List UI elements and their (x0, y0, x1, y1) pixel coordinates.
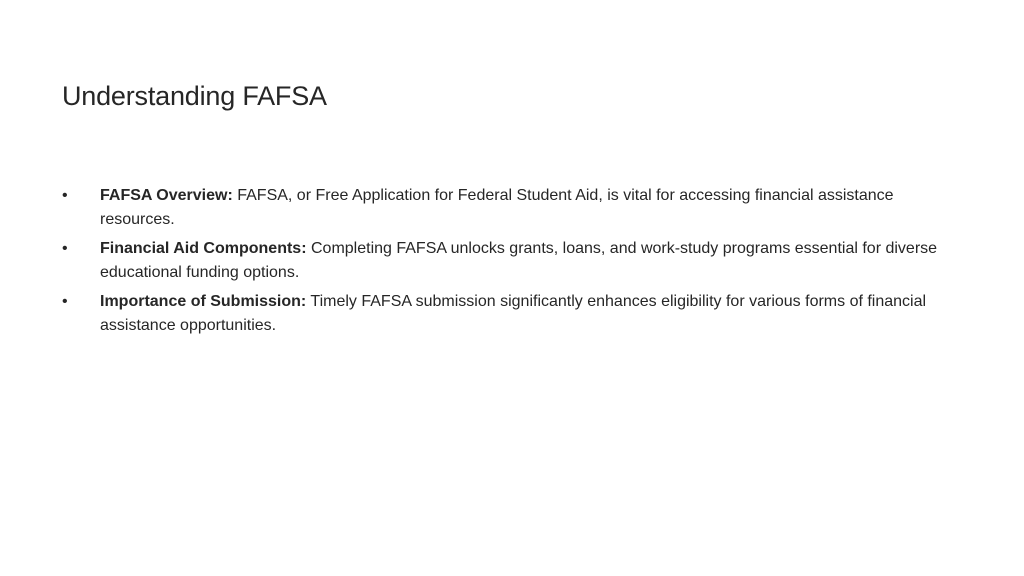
bullet-item-financial-aid-components (62, 237, 962, 285)
bullet-text: Completing FAFSA unlocks grants, loans, and work-study programs essential for diverse educational funding options. (100, 240, 938, 281)
bullet-heading: FAFSA Overview: (100, 187, 233, 204)
bullet-text: FAFSA, or Free Application for Federal Student Aid, is vital for accessing financial assistance resources. (100, 187, 894, 228)
bullet-heading: Financial Aid Components: (100, 240, 307, 257)
bullet-heading: Importance of Submission: (100, 293, 307, 310)
bullet-item-importance-of-submission (62, 290, 962, 338)
bullet-list (62, 184, 962, 343)
bullet-item-fafsa-overview (62, 184, 962, 232)
bullet-marker: • (62, 293, 68, 310)
bullet-marker: • (62, 240, 68, 257)
slide-title: Understanding FAFSA (62, 81, 327, 111)
bullet-text: Timely FAFSA submission significantly enhances eligibility for various forms of financial assistance opportunities. (100, 293, 927, 334)
bullet-marker: • (62, 187, 68, 204)
